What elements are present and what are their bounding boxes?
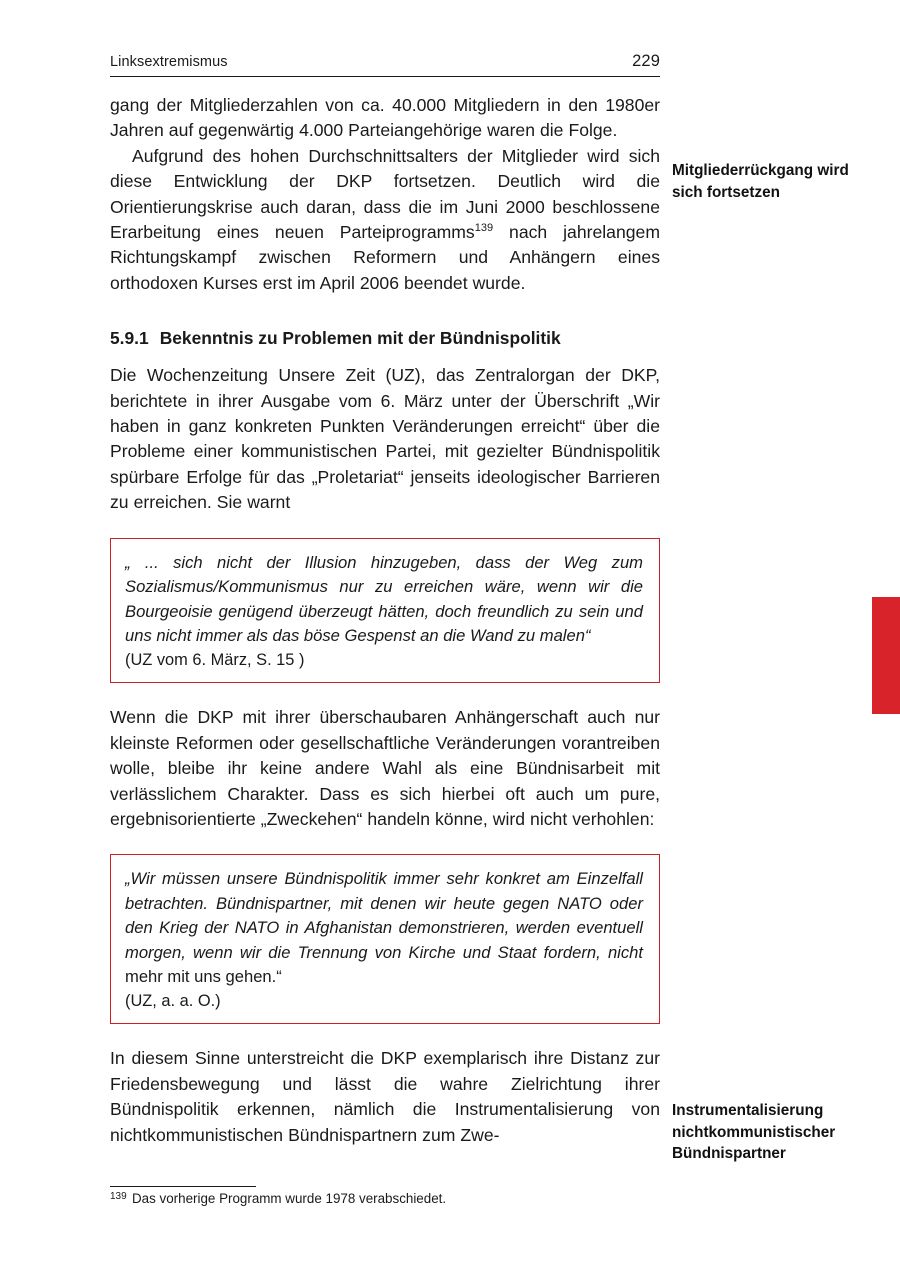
chapter-tab-marker <box>872 597 900 714</box>
main-text-column <box>110 52 660 1148</box>
header-rule <box>110 76 660 77</box>
margin-note-2-container <box>672 1100 868 1165</box>
footnote-139 <box>110 1190 660 1210</box>
margin-note-mitgliederrueckgang: Mitgliederrückgang wird sich fortsetzen <box>672 162 849 201</box>
paragraph-membership-decline <box>110 144 660 296</box>
running-head-title: Linksextremismus <box>110 54 228 70</box>
section-title: Bekenntnis zu Problemen mit der Bündnispolitik <box>159 328 561 349</box>
section-number: 5.9.1 <box>110 328 149 349</box>
quote-2-source: (UZ, a. a. O.) <box>125 992 221 1011</box>
running-head <box>110 52 660 76</box>
footnote-number: 139 <box>110 1191 127 1202</box>
margin-note-1-container <box>672 160 868 203</box>
quote-2-italic-part: „Wir müssen unsere Bündnispolitik immer sehr konkret am Einzelfall betrachten. Bündnispartner, mit denen wir heute gegen NATO oder den Krieg der NATO in Afghanistan demonstrieren, werden eventuell morgen, wenn wir die Trennung von Kirche und Staat fordern, nicht <box>125 869 643 962</box>
paragraph-text-part-1: Aufgrund des hohen Durchschnittsalters der Mitglieder wird sich diese Entwicklung der DKP fortsetzen. Deutlich wird die Orientierungskrise auch daran, dass die im Juni 2000 beschlossene Erarbeitung eines neuen Parteiprogramms <box>110 145 660 243</box>
paragraph-buendnisarbeit: Wenn die DKP mit ihrer überschaubaren Anhängerschaft auch nur kleinste Reformen oder gesellschaftliche Veränderungen vorantreiben wolle, bleibe ihr keine andere Wahl als eine Bündnisarbeit mit verlässlichem Charakter. Dass es sich hierbei oft auch um pure, ergebnisorientierte „Zweckehen“ handeln könne, wird nicht verhohlen: <box>110 707 660 829</box>
quote-1-source: (UZ vom 6. März, S. 15 ) <box>125 651 305 670</box>
footnote-separator-rule <box>110 1186 256 1187</box>
quote-box-2 <box>110 854 660 1024</box>
paragraph-continuation: gang der Mitgliederzahlen von ca. 40.000 Mitgliedern in den 1980er Jahren auf gegenwärtig 4.000 Parteiangehörige waren die Folge. <box>110 95 660 141</box>
footnote-area <box>110 1186 660 1210</box>
quote-1-text: „ ... sich nicht der Illusion hinzugeben, dass der Weg zum Sozialismus/Kommunismus nur zu erreichen wäre, wenn wir die Bourgeoisie genügend überzeugt hätten, doch freundlich zu sein und uns nicht immer als das böse Gespenst an die Wand zu malen“ <box>125 552 643 645</box>
quote-box-1 <box>110 538 660 684</box>
margin-note-instrumentalisierung: Instrumentalisierung nichtkommunistischer Bündnispartner <box>672 1102 836 1162</box>
paragraph-unsere-zeit: Die Wochenzeitung Unsere Zeit (UZ), das Zentralorgan der DKP, berichtete in ihrer Ausgabe vom 6. März unter der Überschrift „Wir haben in ganz konkreten Punkten Veränderungen erreicht“ über die Probleme einer kommunistischen Partei, mit gezielter Bündnispolitik spürbare Erfolge für das „Proletariat“ jenseits ideologischer Barrieren zu erreichen. Sie warnt <box>110 365 660 513</box>
footnote-text: Das vorherige Programm wurde 1978 verabschiedet. <box>132 1191 447 1206</box>
page-number: 229 <box>632 52 660 70</box>
section-heading <box>110 326 660 350</box>
paragraph-instrumentalisierung: In diesem Sinne unterstreicht die DKP exemplarisch ihre Distanz zur Friedensbewegung und lässt die wahre Zielrichtung ihrer Bündnispolitik erkennen, nämlich die Instrumentalisierung von nichtkommunistischen Bündnispartnern zum Zwe- <box>110 1048 660 1145</box>
quote-2-text <box>125 867 643 989</box>
quote-2-upright-part: mehr mit uns gehen.“ <box>125 966 282 986</box>
paragraph-text-part-2: nach jahrelangem Richtungskampf zwischen Reformern und Anhängern eines orthodoxen Kurses erst im April 2006 beendet wurde. <box>110 222 660 293</box>
footnote-reference-139[interactable]: 139 <box>474 222 494 235</box>
